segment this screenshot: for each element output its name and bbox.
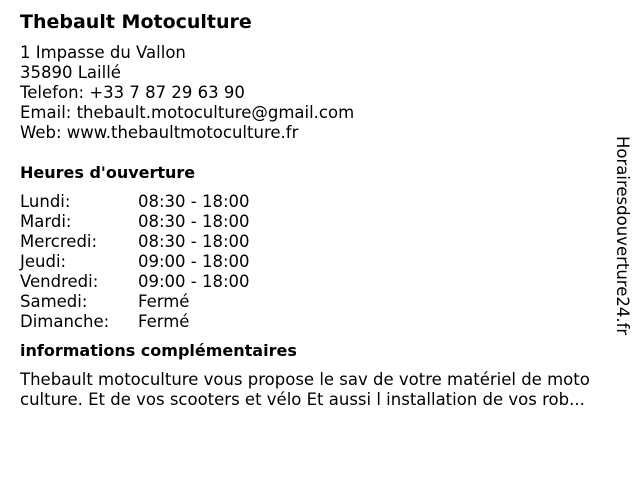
hours-day: Vendredi:: [20, 272, 99, 291]
opening-hours-heading: Heures d'ouverture: [20, 163, 196, 182]
hours-row-jeudi: [20, 252, 610, 272]
additional-info-text: Thebault motoculture vous propose le sav de votre matériel de moto culture. Et de vos scooters et vélo Et aussi l installation de vos rob...: [20, 370, 590, 409]
website-address: Web: www.thebaultmotoculture.fr: [20, 123, 299, 142]
hours-row-vendredi: [20, 272, 610, 292]
hours-day: Mardi:: [20, 212, 72, 231]
hours-time: 08:30 - 18:00: [138, 212, 250, 231]
phone-number: Telefon: +33 7 87 29 63 90: [20, 83, 245, 102]
hours-time: Fermé: [138, 292, 190, 311]
address-street: 1 Impasse du Vallon: [20, 43, 186, 62]
hours-row-dimanche: [20, 312, 610, 332]
hours-day: Samedi:: [20, 292, 88, 311]
hours-time: 09:00 - 18:00: [138, 272, 250, 291]
email-address: Email: thebault.motoculture@gmail.com: [20, 103, 355, 122]
additional-info-heading: informations complémentaires: [20, 341, 297, 360]
hours-day: Lundi:: [20, 192, 71, 211]
hours-row-lundi: [20, 192, 610, 212]
business-card: [20, 10, 610, 410]
hours-row-samedi: [20, 292, 610, 312]
hours-row-mardi: [20, 212, 610, 232]
hours-time: 08:30 - 18:00: [138, 232, 250, 251]
side-brand-watermark: Horairesdouverture24.fr: [613, 136, 632, 336]
hours-day: Jeudi:: [20, 252, 67, 271]
hours-row-mercredi: [20, 232, 610, 252]
business-name: Thebault Motoculture: [20, 11, 252, 33]
hours-day: Mercredi:: [20, 232, 98, 251]
address-city: 35890 Laillé: [20, 63, 121, 82]
hours-day: Dimanche:: [20, 312, 110, 331]
hours-time: 08:30 - 18:00: [138, 192, 250, 211]
hours-time: 09:00 - 18:00: [138, 252, 250, 271]
hours-time: Fermé: [138, 312, 190, 331]
